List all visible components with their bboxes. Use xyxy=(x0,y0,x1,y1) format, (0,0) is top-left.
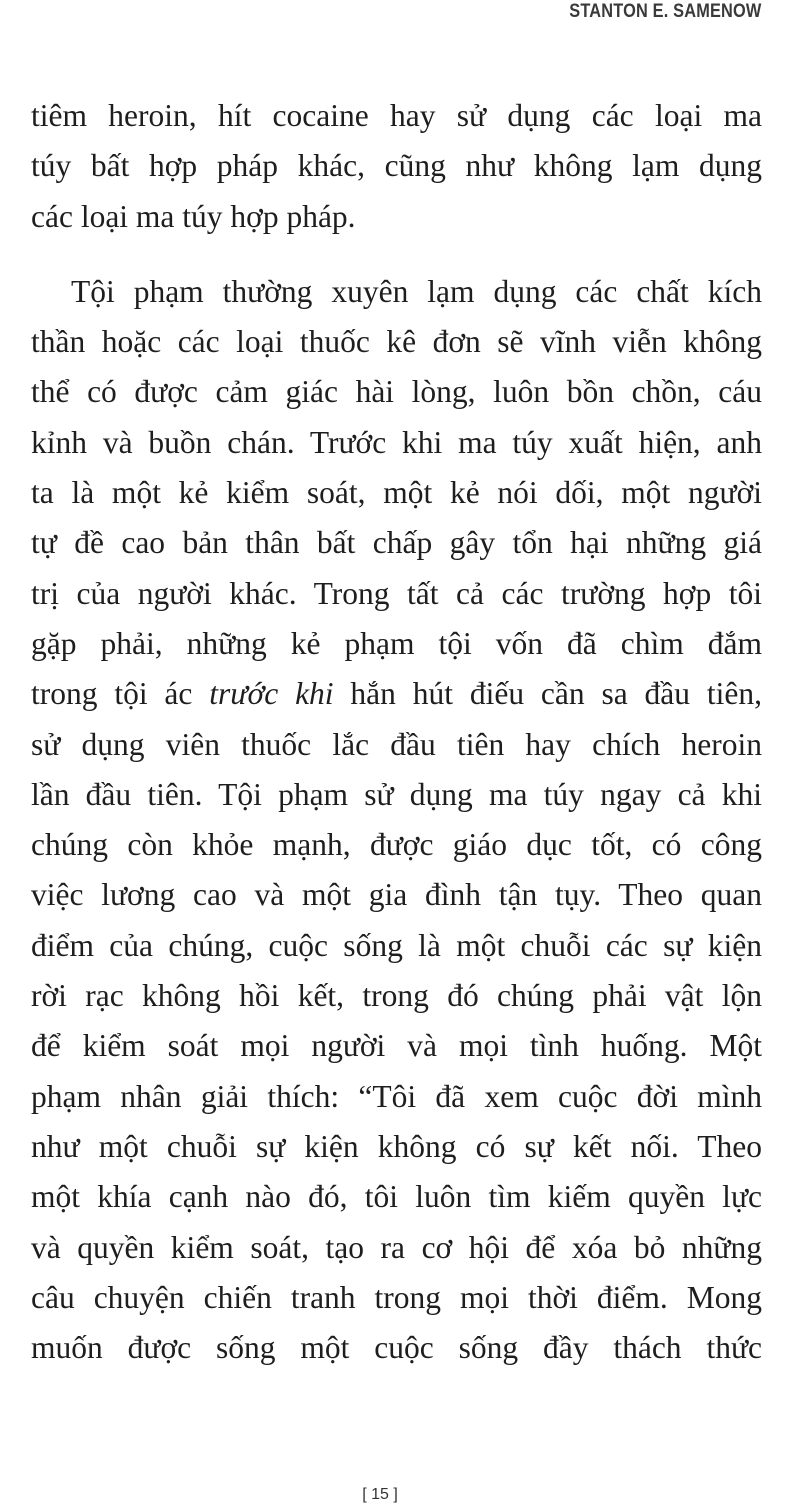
text-line: điểm của chúng, cuộc sống là một chuỗi các sự kiện xyxy=(31,927,762,963)
text-line: việc lương cao và một gia đình tận tụy. Theo quan xyxy=(31,877,762,913)
text-line: phạm nhân giải thích: “Tôi đã xem cuộc đời mình xyxy=(31,1078,762,1114)
paragraph-2 xyxy=(31,267,762,1374)
text-line: kỉnh và buồn chán. Trước khi ma túy xuất hiện, anh xyxy=(31,424,762,460)
text-line: trị của người khác. Trong tất cả các trường hợp tôi xyxy=(31,575,762,611)
text-run: hắn hút điếu cần sa đầu tiên, xyxy=(333,676,762,712)
text-line: ta là một kẻ kiểm soát, một kẻ nói dối, một người xyxy=(31,475,762,511)
text-line: một khía cạnh nào đó, tôi luôn tìm kiếm quyền lực xyxy=(31,1179,762,1215)
body-text xyxy=(31,91,762,1373)
text-line: thần hoặc các loại thuốc kê đơn sẽ vĩnh viễn không xyxy=(31,324,762,360)
emphasis-text: trước khi xyxy=(209,676,334,712)
text-line: muốn được sống một cuộc sống đầy thách thức xyxy=(31,1330,762,1366)
text-line: thể có được cảm giác hài lòng, luôn bồn chồn, cáu xyxy=(31,374,762,410)
text-line: để kiểm soát mọi người và mọi tình huống. Một xyxy=(31,1028,762,1064)
text-line-with-emphasis xyxy=(31,669,762,719)
text-line: tiêm heroin, hít cocaine hay sử dụng các loại ma xyxy=(31,98,762,133)
text-run: trong tội ác xyxy=(31,676,210,712)
text-line: các loại ma túy hợp pháp. xyxy=(31,198,356,234)
text-line: như một chuỗi sự kiện không có sự kết nối. Theo xyxy=(31,1128,762,1164)
text-line: lần đầu tiên. Tội phạm sử dụng ma túy ngay cả khi xyxy=(31,776,762,812)
text-line: Tội phạm thường xuyên lạm dụng các chất kích xyxy=(71,273,762,309)
text-line: sử dụng viên thuốc lắc đầu tiên hay chích heroin xyxy=(31,726,762,762)
text-line: và quyền kiểm soát, tạo ra cơ hội để xóa bỏ những xyxy=(31,1229,762,1265)
text-line: chúng còn khỏe mạnh, được giáo dục tốt, có công xyxy=(31,827,762,863)
running-head: STANTON E. SAMENOW xyxy=(569,1,762,22)
paragraph-1 xyxy=(31,91,762,242)
text-line: túy bất hợp pháp khác, cũng như không lạm dụng xyxy=(31,148,762,184)
text-line: câu chuyện chiến tranh trong mọi thời điểm. Mong xyxy=(31,1279,762,1315)
text-line: rời rạc không hồi kết, trong đó chúng phải vật lộn xyxy=(31,978,762,1014)
text-line: gặp phải, những kẻ phạm tội vốn đã chìm đắm xyxy=(31,625,762,661)
page-number: [ 15 ] xyxy=(362,1486,398,1503)
text-line: tự đề cao bản thân bất chấp gây tổn hại những giá xyxy=(31,525,762,561)
